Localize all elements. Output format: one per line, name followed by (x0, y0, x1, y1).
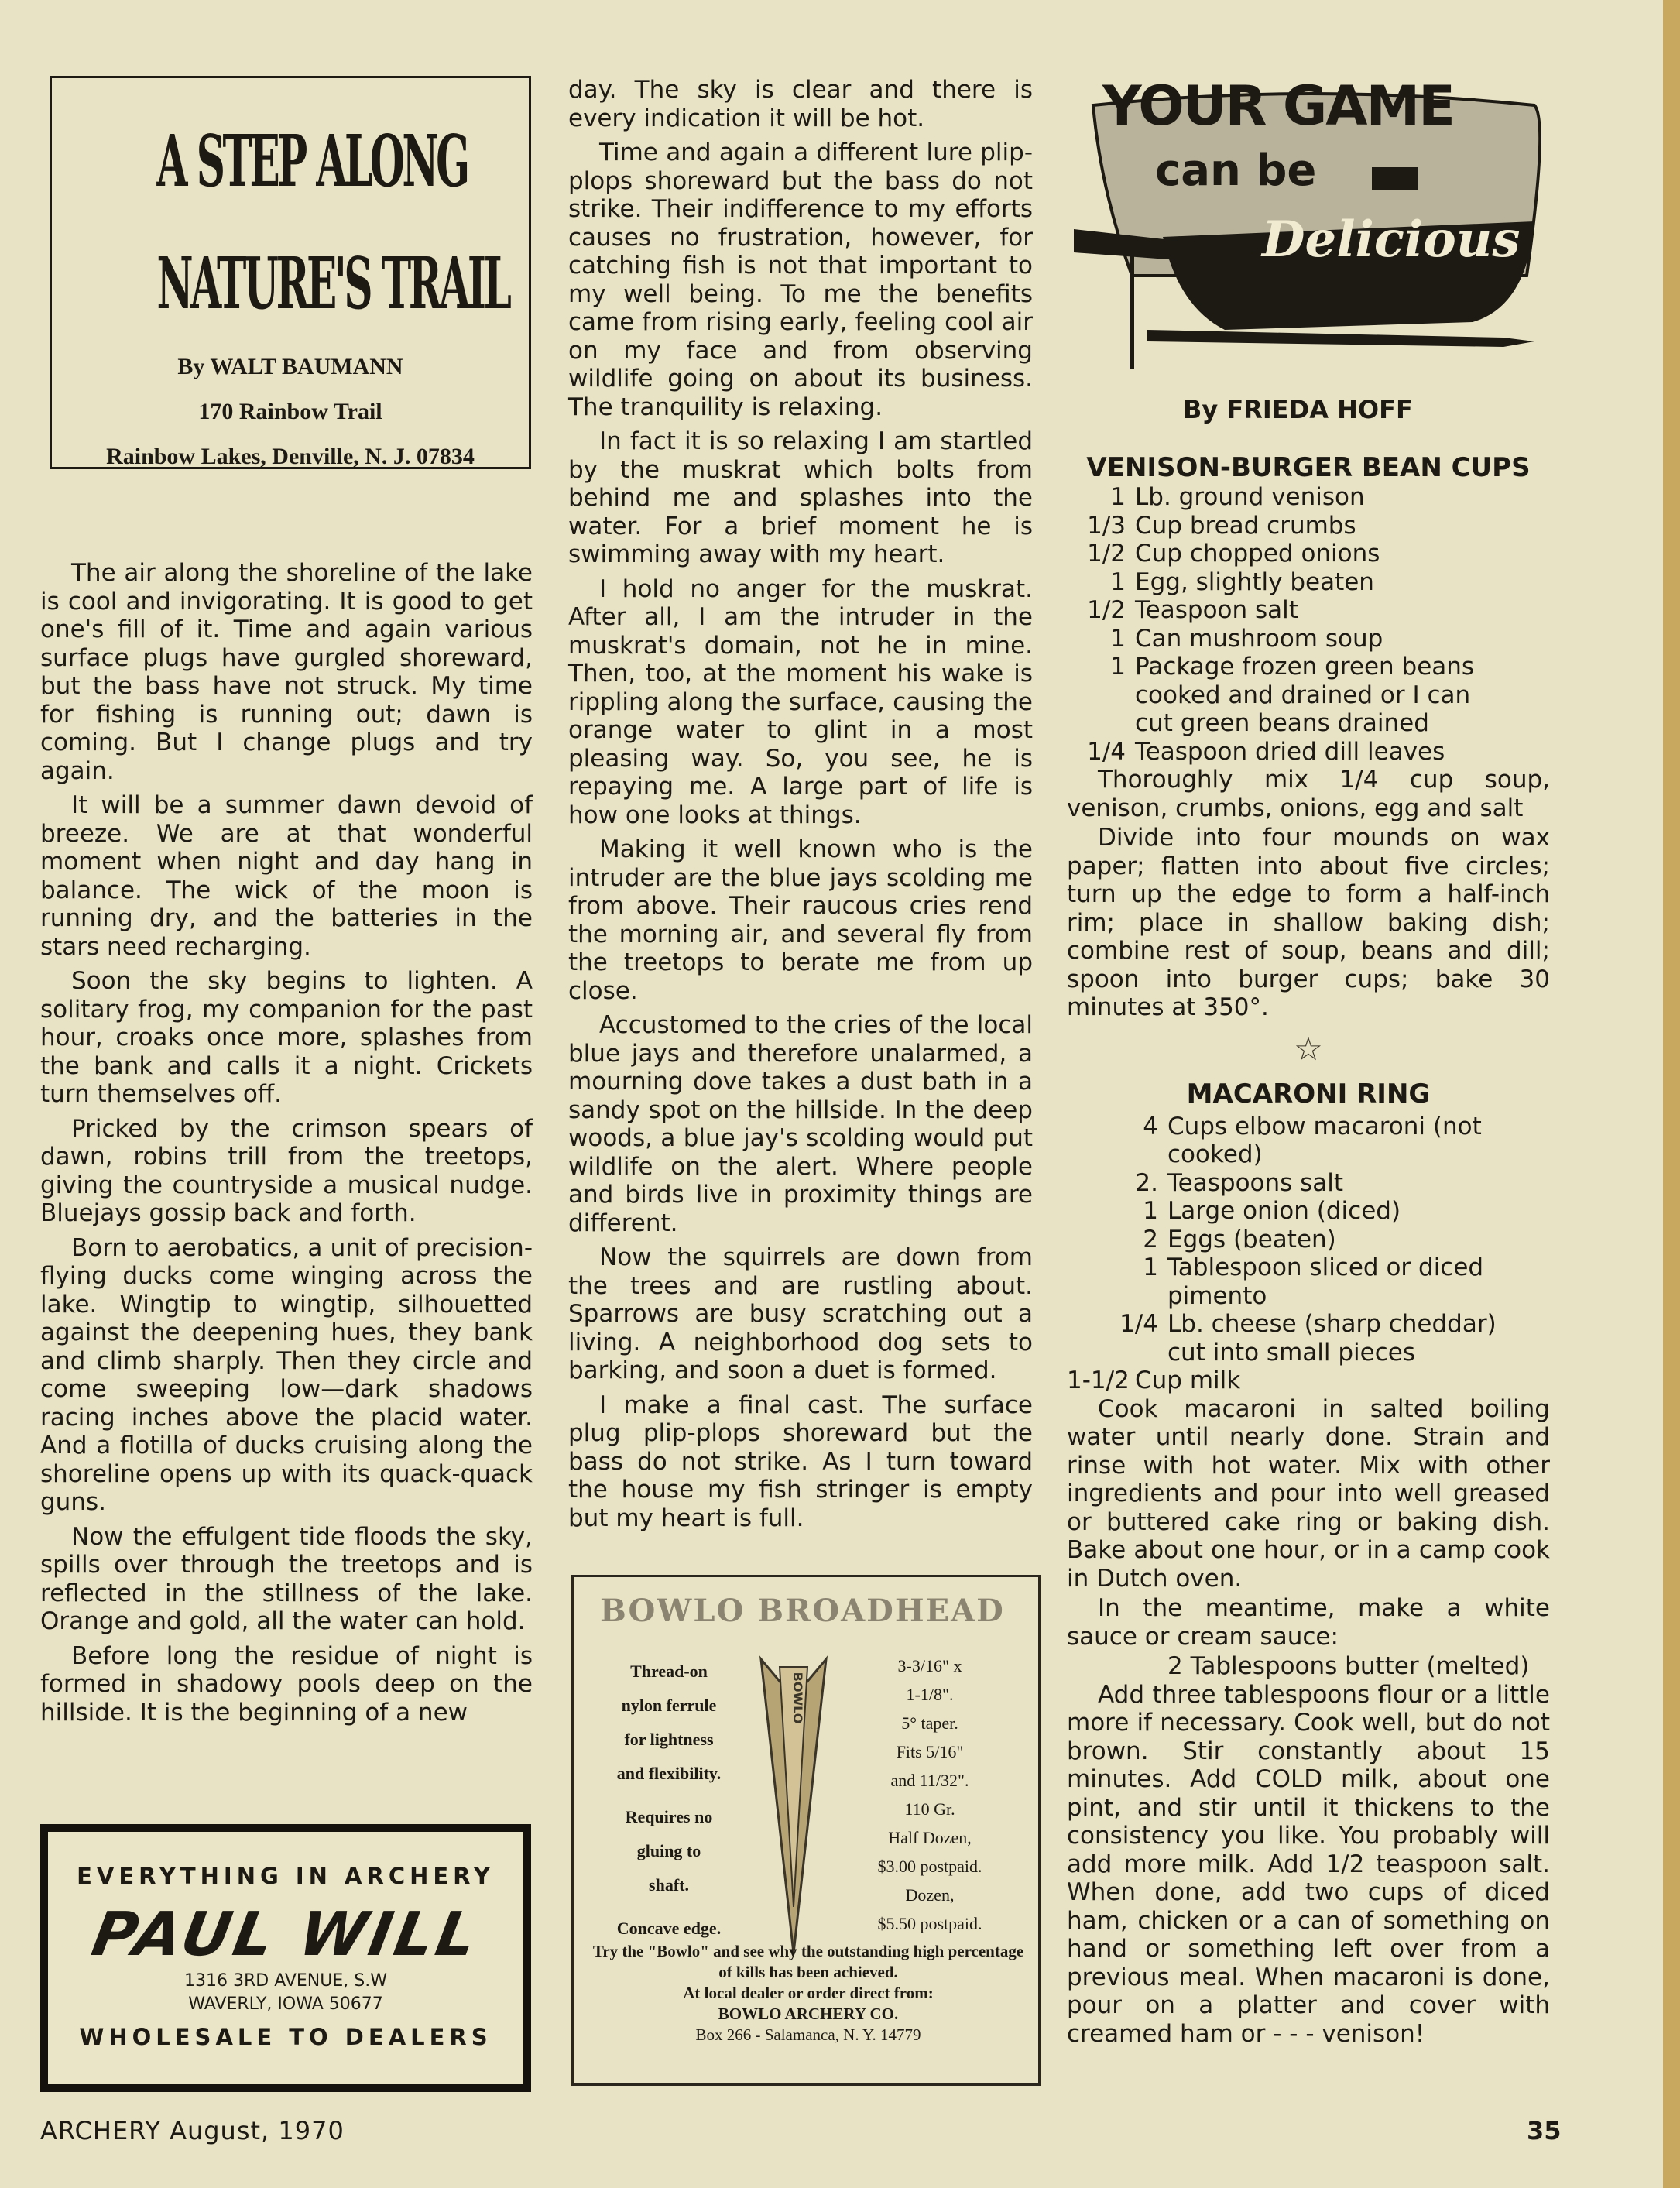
ingredient-qty: 1 (1110, 653, 1126, 681)
ingredient-qty: 1/4 (1087, 737, 1126, 766)
ingredient-text: Teaspoon dried dill leaves (1135, 737, 1445, 766)
ingredient-qty: 1 (1143, 1253, 1158, 1281)
recipe-step: Add three tablespoons flour or a little more if necessary. Cook well, but do not brown. Stir constantly about 15 minutes. Add COLD milk, about one pint, and stir until it thickens to the consistency you like. You probably will add more milk. Add 1/2 teaspoon salt. When done, add two cups of diced ham, chicken or a can of something on hand or something left over from a previous meal. When macaroni is done, pour on a platter and cover with creamed ham or - - - venison! (1067, 1680, 1550, 2048)
spec-line: 3-3/16" x (897, 1656, 962, 1675)
paragraph: Now the squirrels are down from the trees and are rustling about. Sparrows are busy scratching out a living. A neighborhood dog sets to barking, and soon a duet is formed. (568, 1243, 1033, 1384)
ingredient-text: Eggs (beaten) (1167, 1225, 1336, 1253)
recipe-title-2: MACARONI RING (1186, 1078, 1431, 1109)
paragraph: Making it well known who is the intruder are the blue jays scolding me from above. Their raucous cries rend the morning air, and several fly from the treetops to berate me from up close. (568, 835, 1033, 1005)
bowlo-footer (589, 1941, 1027, 2046)
ingredient-qty: 1 (1143, 1197, 1158, 1225)
ingredient-text: Teaspoons salt (1167, 1168, 1344, 1197)
ingredient (1067, 625, 1550, 653)
ingredient (1067, 483, 1550, 512)
ingredient (1067, 738, 1550, 766)
ingredient-text: Egg, slightly beaten (1135, 568, 1374, 596)
bowlo-order: At local dealer or order direct from: (683, 1984, 934, 2002)
ingredient (1067, 540, 1550, 568)
ingredient-qty: 1-1/2 (1067, 1367, 1130, 1394)
title-line-2: NATURE'S TRAIL (156, 242, 509, 325)
feature-line: Thread-on (630, 1662, 708, 1681)
ingredient (1067, 653, 1550, 738)
page-edge (1663, 0, 1680, 2188)
feature-line: Concave edge. (616, 1919, 722, 1938)
ingredient (1067, 1226, 1550, 1254)
feature-line: shaft. (649, 1875, 689, 1895)
ingredient-text: Lb. cheese (sharp cheddar) cut into small pieces (1167, 1310, 1497, 1367)
ingredient-qty: 4 (1143, 1112, 1158, 1140)
bowlo-specs (837, 1651, 1023, 1938)
ingredient-text: Can mushroom soup (1135, 624, 1383, 653)
ingredient-text: Cups elbow macaroni (not cooked) (1167, 1112, 1482, 1168)
paragraph: day. The sky is clear and there is every indication it will be hot. (568, 76, 1033, 132)
ingredient-qty: 1/2 (1087, 596, 1126, 624)
spec-line: $5.50 postpaid. (877, 1914, 982, 1933)
ad-paul-will (40, 1824, 531, 2092)
article-title (156, 100, 509, 345)
article-title-box (50, 76, 531, 469)
spec-line: Half Dozen, (888, 1828, 972, 1847)
paragraph: Born to aerobatics, a unit of precision-flying ducks come winging across the lake. Wingtip to wingtip, silhouetted against the deepening hues, they bank and climb sharply. Then they circle and come sweeping low—dark shadows racing inches above the placid water. And a flotilla of ducks cruising along the shoreline opens up with its quack-quack guns. (40, 1233, 533, 1516)
ad-address-1: 1316 3RD AVENUE, S.W (184, 1971, 387, 1991)
spec-line: Fits 5/16" (896, 1742, 964, 1761)
recipe-title-1: VENISON-BURGER BEAN CUPS (1086, 452, 1531, 483)
ingredient-text: Teaspoon salt (1135, 596, 1298, 624)
ingredient-text: Tablespoon sliced or diced pimento (1167, 1253, 1484, 1310)
paragraph: I make a final cast. The surface plug plip-plops shoreward but the bass do not strike. As I turn toward the house my fish stringer is empty but my heart is full. (568, 1391, 1033, 1532)
bowlo-pitch: Try the "Bowlo" and see why the outstanding high percentage of kills has been achieved. (592, 1942, 1024, 1981)
recipe-header-subtitle: can be (1155, 146, 1317, 196)
ingredient (1067, 1310, 1550, 1367)
ad-tagline: EVERYTHING IN ARCHERY (77, 1863, 495, 1889)
author-address-1: 170 Rainbow Trail (198, 399, 382, 424)
ingredient (1067, 596, 1550, 625)
ingredient (1067, 1367, 1550, 1395)
recipe-step: Cook macaroni in salted boiling water until nearly done. Strain and rinse with hot water. Mix with other ingredients and pour into well greased or buttered cake ring or baking dish. Bake about one hour, or in a camp cook in Dutch oven. (1067, 1394, 1550, 1593)
bowlo-company: BOWLO ARCHERY CO. (718, 2005, 899, 2023)
recipe-author: By FRIEDA HOFF (1183, 395, 1413, 424)
ingredient-qty: 1/3 (1087, 511, 1126, 540)
broadhead-label: BOWLO (790, 1672, 805, 1724)
ingredient-qty: 1 (1110, 568, 1126, 596)
title-line-1: A STEP ALONG (156, 119, 468, 203)
ingredient-qty: 2. (1135, 1168, 1158, 1197)
ingredient (1067, 1113, 1550, 1169)
recipe-header-title: YOUR GAME (1102, 74, 1454, 138)
sauce-ingredient: 2 Tablespoons butter (melted) (1167, 1652, 1530, 1680)
page-number: 35 (1527, 2116, 1562, 2145)
ingredient (1067, 568, 1550, 597)
paragraph: It will be a summer dawn devoid of breeze. We are at that wonderful moment when night and day hang in balance. The wick of the moon is running dry, and the batteries in the stars need recharging. (40, 791, 533, 961)
ingredient-qty: 1/4 (1119, 1310, 1158, 1338)
ingredient-text: Lb. ground venison (1135, 483, 1365, 511)
ad-address-2: WAVERLY, IOWA 50677 (188, 1994, 383, 2014)
feature-line: and flexibility. (616, 1764, 722, 1783)
paragraph: I hold no anger for the muskrat. After all, I am the intruder in the muskrat's domain, not he in mine. Then, too, at the moment his wake is rippling along the surface, causing the orange water to glint in a most pleasing way. So, you see, he is repaying me. A large part of life is how one looks at things. (568, 574, 1033, 829)
spec-line: 110 Gr. (904, 1799, 955, 1819)
footer-issue: ARCHERY August, 1970 (40, 2116, 345, 2145)
feature-line: nylon ferrule (621, 1696, 717, 1715)
ingredient-text: Cup bread crumbs (1135, 511, 1356, 540)
spec-line: 5° taper. (901, 1713, 958, 1733)
paragraph: Now the effulgent tide floods the sky, spills over through the treetops and is reflected in the stillness of the lake. Orange and gold, all the water can hold. (40, 1522, 533, 1635)
author-address-2: Rainbow Lakes, Denville, N. J. 07834 (106, 444, 475, 469)
bowlo-features (595, 1655, 742, 1946)
feature-line: gluing to (636, 1841, 701, 1860)
spec-line: 1-1/8". (906, 1685, 954, 1704)
recipe-step: In the meantime, make a white sauce or cream sauce: (1067, 1594, 1550, 1651)
recipe-header-script: Delicious (1262, 211, 1521, 269)
star-icon: ☆ (1294, 1029, 1323, 1068)
recipe-column (1067, 452, 1550, 2054)
spec-line: Dozen, (905, 1885, 955, 1905)
paragraph: Before long the residue of night is formed in shadowy pools deep on the hillside. It is the beginning of a new (40, 1641, 533, 1727)
ingredient-text: Cup milk (1135, 1367, 1241, 1394)
paragraph: Soon the sky begins to lighten. A solitary frog, my companion for the past hour, croaks once more, splashes from the bank and calls it a night. Crickets turn themselves off. (40, 967, 533, 1108)
ingredient-text: Package frozen green beans cooked and drained or I can cut green beans drained (1135, 653, 1475, 737)
paragraph: Time and again a different lure plip-plops shoreward but the bass do not strike. Their indifference to my efforts causes no frustration, however, for catching fish is not that important to my well being. To me the benefits came from rising early, feeling cool air on my face and from observing wildlife going on about its business. The tranquility is relaxing. (568, 139, 1033, 421)
article-column-1 (40, 559, 533, 1733)
ingredient-qty: 1 (1110, 483, 1126, 511)
ingredient-qty: 1/2 (1087, 540, 1126, 568)
ingredient (1067, 512, 1550, 540)
ingredient-qty: 2 (1143, 1225, 1158, 1253)
spec-line: and 11/32". (890, 1771, 969, 1790)
feature-line: for lightness (624, 1730, 714, 1749)
bowlo-address: Box 266 - Salamanca, N. Y. 14779 (695, 2025, 921, 2044)
paragraph: The air along the shoreline of the lake is cool and invigorating. It is good to get one's fill of it. Time and again various surface plugs have gurgled shoreward, but the bass have not struck. My time for fishing is running out; dawn is coming. But I change plugs and try again. (40, 559, 533, 785)
ad-bowlo-broadhead (571, 1575, 1041, 2086)
spec-line: $3.00 postpaid. (877, 1857, 982, 1876)
ingredient (1067, 1197, 1550, 1226)
ad-brand-name: PAUL WILL (87, 1900, 485, 1970)
ingredient (1067, 1253, 1550, 1310)
recipe-step: Divide into four mounds on wax paper; flatten into about five circles; turn up the edge to form a half-inch rim; place in shallow baking dish; combine rest of soup, beans and dill; spoon into burger cups; bake 30 minutes at 350°. (1067, 824, 1550, 1021)
ingredient-qty: 1 (1110, 624, 1126, 653)
ingredient (1067, 1169, 1550, 1198)
byline: By WALT BAUMANN (177, 354, 403, 379)
bowlo-title: BOWLO BROADHEAD (600, 1593, 1005, 1629)
feature-line: Requires no (625, 1807, 713, 1826)
paragraph: Accustomed to the cries of the local blue jays and therefore unalarmed, a mourning dove takes a dust bath in a sandy spot on the hillside. In the deep woods, a blue jay's scolding would put wildlife on the alert. Where people and birds live in proximity things are different. (568, 1011, 1033, 1237)
ingredient-text: Large onion (diced) (1167, 1197, 1401, 1225)
recipe-header-graphic (1070, 74, 1550, 376)
recipe-step: Thoroughly mix 1/4 cup soup, venison, crumbs, onions, egg and salt (1067, 766, 1550, 822)
ingredient-text: Cup chopped onions (1135, 540, 1380, 568)
ad-wholesale: WHOLESALE TO DEALERS (79, 2024, 492, 2050)
broadhead-icon (756, 1651, 831, 1961)
paragraph: In fact it is so relaxing I am startled by the muskrat which bolts from behind me and splashes into the water. For a brief moment he is swimming away with my heart. (568, 427, 1033, 568)
article-column-2 (568, 76, 1033, 1538)
paragraph: Pricked by the crimson spears of dawn, robins trill from the treetops, giving the countryside a musical nudge. Bluejays gossip back and forth. (40, 1114, 533, 1227)
